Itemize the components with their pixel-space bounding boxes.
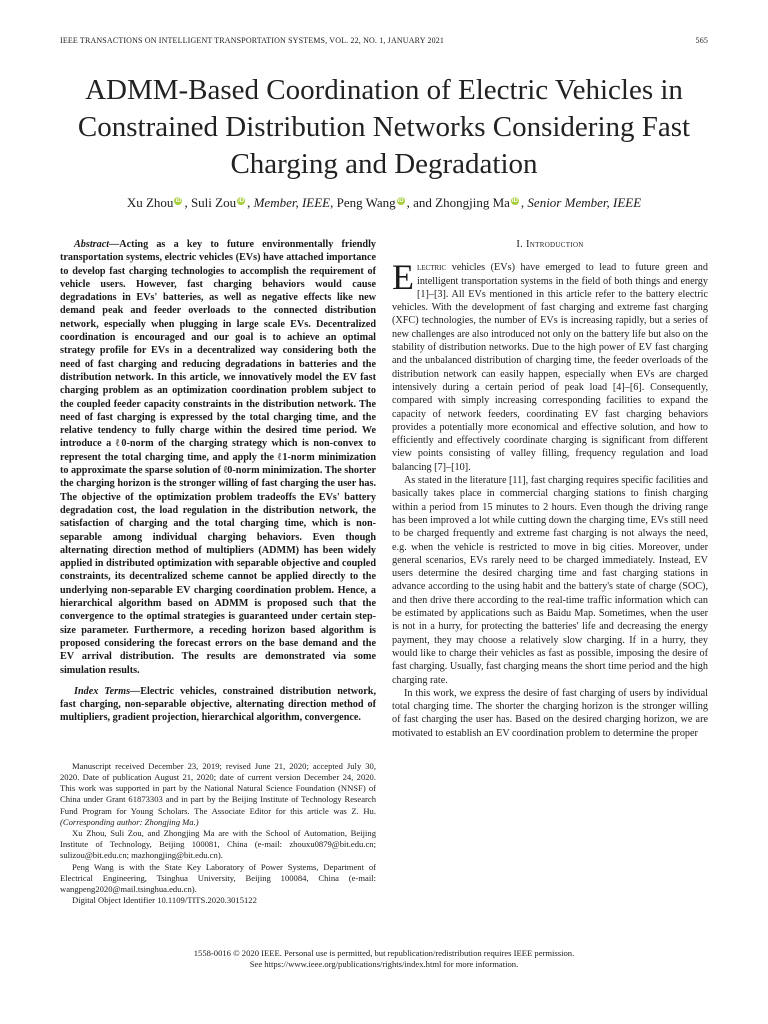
author-name: Xu Zhou [126, 195, 174, 210]
abstract-label: Abstract— [74, 239, 120, 250]
index-terms-label: Index Terms— [74, 685, 141, 697]
right-column [392, 238, 708, 740]
orcid-icon[interactable]: iD [175, 197, 182, 204]
section-heading [392, 238, 708, 251]
orcid-icon[interactable]: iD [397, 197, 404, 204]
intro-paragraph: As stated in the literature [11], fast charging requires specific facilities and basically takes place in commercial charging stations to finish charging within a period from 15 minutes to 2 hours. Even though the driving range has been improved a lot while cutting down the charging time, EVs still need to be charged frequently and extreme fast charging is not always the need, e.g. when the vehicle is restricted to move in big cities. Moreover, under general scenarios, EVs rarely need to be charged immediately. Instead, EV users determine the desired charging time and fast charging stations in advance according to the using habit and the battery's state of charge (SOC), and then drive there according to the real-time traffic information which can be estimated by applications such as Baidu Map. Sometimes, when the user is not in a hurry, for protecting the batteries' life and decreasing the energy payment, they may choose a relatively slow charging. If in a hurry, they would like to charge their vehicles as fast as possible, imposing the desire of fast charging. Usually, fast charging means the short time period and the high charging rate. [392, 475, 708, 686]
footnote-affiliation: Xu Zhou, Suli Zou, and Zhongjing Ma are with the School of Automation, Beijing Institute of Technology, Beijing 100081, China (e-mail: zhouxu0879@bit.edu.cn; sulizou@bit.edu.cn; mazhongjing@bit.edu.cn). [60, 827, 376, 861]
copyright-notice [60, 948, 708, 970]
paragraph-text: vehicles (EVs) have emerged to lead to future green and intelligent transportation systems in the field of both things and energy [1]–[3]. All EVs mentioned in this article refer to the battery electric vehicles. With the development of fast charging and extreme fast charging (XFC) technologies, the number of EVs is increasing rapidly, but a series of new challenges are also introduced not only on the battery life but also on the stability of distribution networks. Due to the high power of EV fast charging and the unbalanced distribution of charging time, the feeder overloads of the distribution network can easily happen, especially when EVs are charged intensively during a certain period of peak load [4]–[6]. Consequently, compared with simply increasing corresponding facilities to expand the capacity of network feeders, coordinating EV fast charging behaviors provides a potentially more economical and effective solution, and how to efficiently and effectively coordinate charging is significant from different view points consisting of valley filling, frequency regulation and load balancing [7]–[10]. [392, 262, 708, 473]
intro-paragraph: In this work, we express the desire of fast charging of users by individual total charging time. The shorter the charging horizon is the stronger willing of fast charging the user has. Based on the desired charging horizon, we are motivated to establish an EV coordination problem to determine the proper [392, 687, 708, 739]
footnotes [60, 761, 376, 907]
section-title: Introduction [526, 239, 584, 250]
journal-name: IEEE TRANSACTIONS ON INTELLIGENT TRANSPORTATION SYSTEMS, VOL. 22, NO. 1, JANUARY 2021 [60, 36, 445, 45]
drop-cap: E [392, 257, 414, 298]
footnote-text: Manuscript received December 23, 2019; revised June 21, 2020; accepted July 30, 2020. Date of publication August 21, 2020; date of current version December 24, 2020. This work was supported in part by the National Natural Science Foundation (NNSF) of China under Grant 61873303 and in part by the Beijing Institute of Technology Research Fund Program for Young Scholars. The Associate Editor for this article was Z. Hu. [60, 760, 376, 816]
author-role: Senior Member, IEEE [527, 195, 642, 210]
separator: , [330, 195, 337, 210]
orcid-icon[interactable]: iD [238, 197, 245, 204]
section-number: I. [516, 239, 526, 250]
footnote-affiliation: Peng Wang is with the State Key Laboratory of Power Systems, Department of Electrical Engineering, Tsinghua University, Beijing 100084, China (e-mail: wangpeng2020@mail.tsinghua.edu.cn). [60, 861, 376, 894]
separator: , [247, 195, 254, 210]
author-list [40, 194, 728, 212]
index-terms-text: Electric vehicles, constrained distribution network, fast charging, non-separable objective, alternating direction method of multipliers, gradient projection, hierarchical algorithm, convergence. [60, 685, 376, 724]
separator: , [520, 195, 528, 210]
paper-title: ADMM-Based Coordination of Electric Vehicles in Constrained Distribution Networks Considering Fast Charging and Degradation [77, 74, 691, 180]
rights-link[interactable]: See https://www.ieee.org/publications/rights/index.html for more information. [249, 959, 519, 969]
left-column [60, 238, 376, 906]
separator: , [184, 195, 191, 210]
page-number: 565 [695, 36, 708, 45]
index-terms [60, 685, 376, 725]
author-name: Peng Wang [336, 195, 396, 210]
footnote-doi: Digital Object Identifier 10.1109/TITS.2020.3015122 [72, 895, 257, 906]
copyright-line: 1558-0016 © 2020 IEEE. Personal use is permitted, but republication/redistribution requires IEEE permission. [193, 948, 575, 958]
corresponding-author: (Corresponding author: Zhongjing Ma.) [60, 816, 199, 827]
separator: , and [406, 195, 436, 210]
running-header [60, 36, 708, 50]
lead-word: lectric [417, 262, 447, 274]
orcid-icon[interactable]: iD [511, 197, 518, 204]
abstract-text: Acting as a key to future environmentally friendly transportation systems, electric vehicles (EVs) have attached importance to develop fast charging technologies to accomplish the requirement of vehicle users. However, fast charging behaviors would cause degradations in EVs' batteries, as well as negative effects like new demand peak and feeder overloads to the connected distribution network, especially when plugging in large scale EVs. Decentralized coordination is encouraged and our goal is to achieve an optimal strategy profile for EVs in a decentralized way considering both the need of fast charging and reducing degradations in batteries and the distribution network. In this article, we innovatively model the EV fast charging problem as an optimization coordination problem subject to the coupled feeder capacity constraints in the distribution network. The need of fast charging is expressed by the total charging time, and the relative tendency to fully charge within the desired time period. We introduce a ℓ0-norm of the charging strategy which is non-convex to represent the total charging time, and apply the ℓ1-norm minimization to approximate the sparse solution of ℓ0-norm minimization. The shorter the charging horizon is the stronger willing of fast charging the user has. The objective of the optimization problem tradeoffs the EVs' battery degradation cost, the load regulation in the distribution network, the satisfaction of charging and the total charging time, which is non-separable among individual charging behaviors. Even though alternating direction method of multipliers (ADMM) has been widely applied in distributed optimization with separable objective and coupled constraints, its decentralized scheme cannot be applied directly to the underlying non-separable EV charging coordination problem. Hence, a hierarchical algorithm based on ADMM is proposed such that the convergence to the optimal strategies is guaranteed under certain step-size parameter. Furthermore, a receding horizon based algorithm is proposed considering the forecast errors on the base demand and the EV arrival distribution. The results are demonstrated via some simulation results. [60, 239, 376, 676]
abstract [60, 238, 376, 677]
footnote-manuscript [60, 761, 376, 828]
author-name: Zhongjing Ma [435, 195, 510, 210]
intro-paragraph [392, 257, 708, 474]
author-name: Suli Zou [190, 195, 237, 210]
author-role: Member, IEEE [253, 195, 331, 210]
